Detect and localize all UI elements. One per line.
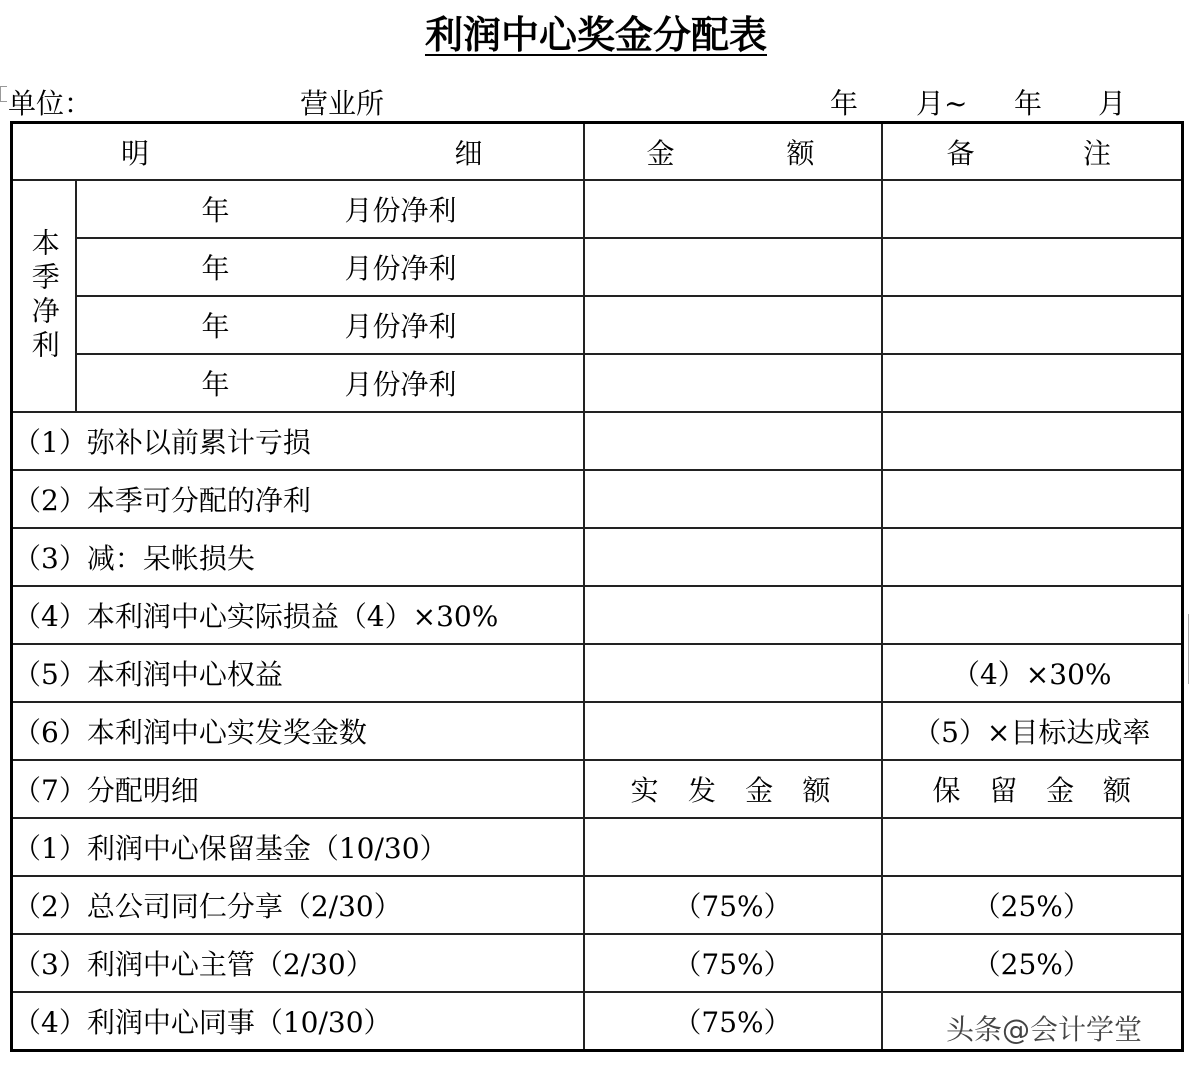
- amount-cell[interactable]: [584, 644, 882, 702]
- month-net-profit-label: 月份净利: [344, 368, 457, 401]
- retained-header-char: 金: [1046, 774, 1075, 807]
- amount-cell[interactable]: [584, 354, 882, 412]
- month-net-profit-label: 月份净利: [344, 252, 457, 285]
- page-title: 利润中心奖金分配表: [424, 12, 767, 57]
- retained-cell[interactable]: （25%）: [882, 876, 1183, 934]
- paid-cell[interactable]: [584, 818, 882, 876]
- start-year-label: 年: [830, 87, 859, 120]
- paid-header-char: 金: [745, 774, 774, 807]
- retained-header-char: 保: [932, 774, 961, 807]
- amount-cell[interactable]: [584, 586, 882, 644]
- table-row: [12, 528, 1183, 586]
- sub-item-label: （1）利润中心保留基金（10/30）: [12, 818, 584, 876]
- remark-cell[interactable]: [882, 412, 1183, 470]
- paid-amount-header: [584, 760, 882, 818]
- table-row: [12, 818, 1183, 876]
- remark-header-char: 备: [946, 136, 975, 170]
- quarter-net-profit-label: 本季净利: [12, 180, 76, 412]
- year-label: 年: [201, 310, 230, 343]
- paid-cell[interactable]: （75%）: [584, 992, 882, 1051]
- remark-cell[interactable]: [882, 354, 1183, 412]
- year-label: 年: [201, 252, 230, 285]
- amount-cell[interactable]: [584, 296, 882, 354]
- remark-cell[interactable]: [882, 296, 1183, 354]
- item-label: （4）本利润中心实际损益（4）×30%: [12, 586, 584, 644]
- start-month-label: 月~: [916, 87, 968, 120]
- table-row: [12, 934, 1183, 992]
- detail-header: [12, 123, 584, 181]
- retained-header-char: 额: [1102, 774, 1131, 807]
- table-row: [12, 238, 1183, 296]
- remark-header: [882, 123, 1183, 181]
- amount-cell[interactable]: [584, 412, 882, 470]
- page-edge-marker: [1188, 614, 1192, 684]
- table-header-row: [12, 123, 1183, 181]
- remark-cell[interactable]: （5）×目标达成率: [882, 702, 1183, 760]
- table-row: [12, 354, 1183, 412]
- amount-header: [584, 123, 882, 181]
- amount-cell[interactable]: [584, 528, 882, 586]
- table-row: [12, 586, 1183, 644]
- monthly-net-profit-cell: [76, 238, 584, 296]
- item-label: （3）减：呆帐损失: [12, 528, 584, 586]
- paid-header-char: 发: [687, 774, 716, 807]
- retained-amount-header: [882, 760, 1183, 818]
- amount-cell[interactable]: [584, 180, 882, 238]
- sub-item-label: （3）利润中心主管（2/30）: [12, 934, 584, 992]
- paragraph-marker: [0, 86, 7, 102]
- retained-cell[interactable]: [882, 818, 1183, 876]
- retained-cell[interactable]: （25%）: [882, 934, 1183, 992]
- item-label: （1）弥补以前累计亏损: [12, 412, 584, 470]
- amount-cell[interactable]: [584, 470, 882, 528]
- month-net-profit-label: 月份净利: [344, 194, 457, 227]
- remark-cell[interactable]: [882, 528, 1183, 586]
- item-label: （6）本利润中心实发奖金数: [12, 702, 584, 760]
- amount-cell[interactable]: [584, 238, 882, 296]
- distribution-header-row: [12, 760, 1183, 818]
- monthly-net-profit-cell: [76, 296, 584, 354]
- amount-header-char: 金: [646, 136, 675, 170]
- end-month-label: 月: [1098, 87, 1127, 120]
- sub-item-label: （2）总公司同仁分享（2/30）: [12, 876, 584, 934]
- table-row: [12, 644, 1183, 702]
- year-label: 年: [201, 194, 230, 227]
- end-year-label: 年: [1014, 87, 1043, 120]
- remark-cell[interactable]: [882, 586, 1183, 644]
- remark-cell[interactable]: [882, 180, 1183, 238]
- table-row: [12, 702, 1183, 760]
- year-label: 年: [201, 368, 230, 401]
- retained-header-char: 留: [989, 774, 1018, 807]
- bonus-distribution-table: [10, 121, 1184, 1052]
- paid-cell[interactable]: （75%）: [584, 876, 882, 934]
- table-row: [12, 180, 1183, 238]
- distribution-label: （7）分配明细: [12, 760, 584, 818]
- sub-item-label: （4）利润中心同事（10/30）: [12, 992, 584, 1051]
- amount-cell[interactable]: [584, 702, 882, 760]
- table-row: [12, 296, 1183, 354]
- paid-header-char: 实: [630, 774, 659, 807]
- amount-header-char: 额: [786, 136, 815, 170]
- watermark-text: 头条@会计学堂: [946, 1013, 1143, 1046]
- unit-value: 营业所: [300, 87, 385, 120]
- table-row: [12, 876, 1183, 934]
- item-label: （2）本季可分配的净利: [12, 470, 584, 528]
- paid-header-char: 额: [802, 774, 831, 807]
- table-row: [12, 470, 1183, 528]
- table-row: [12, 412, 1183, 470]
- paid-cell[interactable]: （75%）: [584, 934, 882, 992]
- remark-cell[interactable]: [882, 238, 1183, 296]
- monthly-net-profit-cell: [76, 354, 584, 412]
- item-label: （5）本利润中心权益: [12, 644, 584, 702]
- monthly-net-profit-cell: [76, 180, 584, 238]
- unit-label: 单位：: [8, 87, 93, 120]
- remark-header-char: 注: [1082, 136, 1111, 170]
- month-net-profit-label: 月份净利: [344, 310, 457, 343]
- remark-cell[interactable]: （4）×30%: [882, 644, 1183, 702]
- remark-cell[interactable]: [882, 470, 1183, 528]
- detail-header-char: 细: [454, 136, 483, 170]
- detail-header-char: 明: [121, 136, 150, 170]
